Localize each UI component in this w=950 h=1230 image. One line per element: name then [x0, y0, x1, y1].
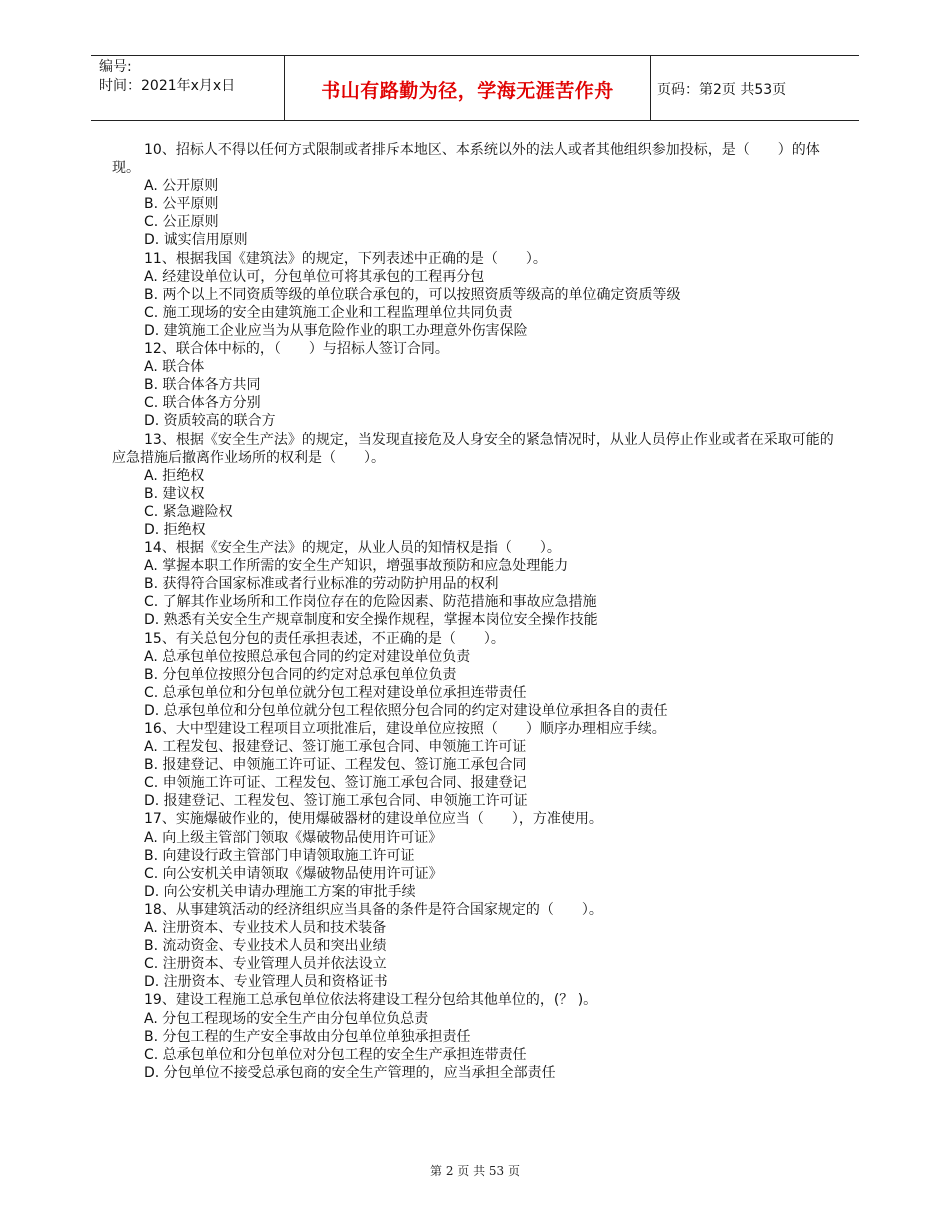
- question-option: A. 分包工程现场的安全生产由分包单位负总责: [144, 1010, 429, 1027]
- question-option: C. 总承包单位和分包单位就分包工程对建设单位承担连带责任: [144, 684, 527, 701]
- question-option: A. 联合体: [144, 359, 205, 376]
- question-block: [112, 141, 838, 250]
- question-option: A. 总承包单位按照总承包合同的约定对建设单位负责: [144, 648, 471, 665]
- question-option: C. 紧急避险权: [144, 503, 233, 520]
- question-block: [112, 901, 838, 991]
- question-option: B. 分包工程的生产安全事故由分包单位单独承担责任: [144, 1028, 471, 1045]
- question-block: [112, 340, 838, 430]
- time-label: 时间：2021年x月x日: [99, 78, 236, 94]
- question-option: D. 拒绝权: [144, 521, 206, 538]
- question-block: [112, 810, 838, 900]
- header-page-info: 页码：第2页 共53页: [657, 82, 787, 98]
- question-block: [112, 991, 838, 1081]
- question-block: [112, 250, 838, 340]
- question-option: D. 诚实信用原则: [144, 232, 248, 249]
- question-stem: 19、建设工程施工总承包单位依法将建设工程分包给其他单位的，(？ )。: [144, 992, 598, 1009]
- header-meta: [99, 58, 287, 96]
- question-option: C. 了解其作业场所和工作岗位存在的危险因素、防范措施和事故应急措施: [144, 594, 597, 611]
- question-option: B. 分包单位按照分包合同的约定对总承包单位负责: [144, 666, 457, 683]
- question-option: B. 获得符合国家标准或者行业标准的劳动防护用品的权利: [144, 576, 499, 593]
- question-option: D. 分包单位不接受总承包商的安全生产管理的，应当承担全部责任: [144, 1064, 556, 1081]
- header-divider: [650, 56, 651, 120]
- question-option: A. 公开原则: [144, 178, 219, 195]
- question-block: [112, 630, 838, 720]
- question-stem: 13、根据《安全生产法》的规定，当发现直接危及人身安全的紧急情况时，从业人员停止作业或者在采取可能的应急措施后撤离作业场所的权利是（ ）。: [112, 431, 834, 466]
- question-option: C. 施工现场的安全由建筑施工企业和工程监理单位共同负责: [144, 304, 513, 321]
- question-option: A. 经建设单位认可，分包单位可将其承包的工程再分包: [144, 268, 485, 285]
- question-option: C. 注册资本、专业管理人员并依法设立: [144, 956, 387, 973]
- question-stem: 18、从事建筑活动的经济组织应当具备的条件是符合国家规定的（ ）。: [144, 901, 603, 918]
- question-option: D. 熟悉有关安全生产规章制度和安全操作规程，掌握本岗位安全操作技能: [144, 612, 598, 629]
- question-block: [112, 539, 838, 629]
- question-option: A. 掌握本职工作所需的安全生产知识，增强事故预防和应急处理能力: [144, 558, 569, 575]
- question-option: C. 总承包单位和分包单位对分包工程的安全生产承担连带责任: [144, 1046, 527, 1063]
- question-stem: 11、根据我国《建筑法》的规定，下列表述中正确的是（ ）。: [144, 250, 547, 267]
- page-header: [91, 55, 859, 121]
- page-footer: 第 2 页 共 53 页: [430, 1164, 520, 1178]
- question-option: D. 注册资本、专业管理人员和资格证书: [144, 974, 388, 991]
- question-list: [112, 141, 838, 1082]
- question-option: B. 建议权: [144, 485, 205, 502]
- question-option: B. 向建设行政主管部门申请领取施工许可证: [144, 847, 415, 864]
- question-option: A. 工程发包、报建登记、签订施工承包合同、申领施工许可证: [144, 739, 527, 756]
- question-option: A. 注册资本、专业技术人员和技术装备: [144, 920, 387, 937]
- question-option: C. 向公安机关申请领取《爆破物品使用许可证》: [144, 865, 443, 882]
- question-stem: 14、根据《安全生产法》的规定，从业人员的知情权是指（ ）。: [144, 540, 561, 557]
- question-stem: 15、有关总包分包的责任承担表述，不正确的是（ ）。: [144, 630, 505, 647]
- question-option: D. 总承包单位和分包单位就分包工程依照分包合同的约定对建设单位承担各自的责任: [144, 702, 668, 719]
- question-option: A. 向上级主管部门领取《爆破物品使用许可证》: [144, 829, 443, 846]
- question-option: D. 报建登记、工程发包、签订施工承包合同、申领施工许可证: [144, 793, 528, 810]
- question-option: D. 建筑施工企业应当为从事危险作业的职工办理意外伤害保险: [144, 322, 528, 339]
- question-option: A. 拒绝权: [144, 467, 205, 484]
- code-label: 编号:: [99, 59, 132, 75]
- question-block: [112, 431, 838, 540]
- question-option: C. 公正原则: [144, 214, 219, 231]
- question-stem: 16、大中型建设工程项目立项批准后，建设单位应按照（ ）顺序办理相应手续。: [144, 721, 666, 737]
- question-option: B. 流动资金、专业技术人员和突出业绩: [144, 938, 387, 955]
- question-option: D. 向公安机关申请办理施工方案的审批手续: [144, 883, 416, 900]
- question-stem: 12、联合体中标的，（ ）与招标人签订合同。: [144, 341, 449, 358]
- header-motto: 书山有路勤为径，学海无涯苦作舟: [321, 80, 614, 102]
- question-stem: 17、实施爆破作业的，使用爆破器材的建设单位应当（ ），方准使用。: [144, 811, 603, 828]
- question-option: B. 联合体各方共同: [144, 377, 261, 394]
- question-option: B. 两个以上不同资质等级的单位联合承包的，可以按照资质等级高的单位确定资质等级: [144, 286, 681, 303]
- question-option: B. 报建登记、申领施工许可证、工程发包、签订施工承包合同: [144, 757, 527, 774]
- question-stem: 10、招标人不得以任何方式限制或者排斥本地区、本系统以外的法人或者其他组织参加投标，是（ ）的体现。: [112, 142, 820, 177]
- question-option: B. 公平原则: [144, 196, 219, 213]
- question-option: D. 资质较高的联合方: [144, 413, 276, 430]
- question-option: C. 申领施工许可证、工程发包、签订施工承包合同、报建登记: [144, 775, 527, 792]
- question-block: [112, 720, 838, 810]
- question-option: C. 联合体各方分别: [144, 395, 261, 412]
